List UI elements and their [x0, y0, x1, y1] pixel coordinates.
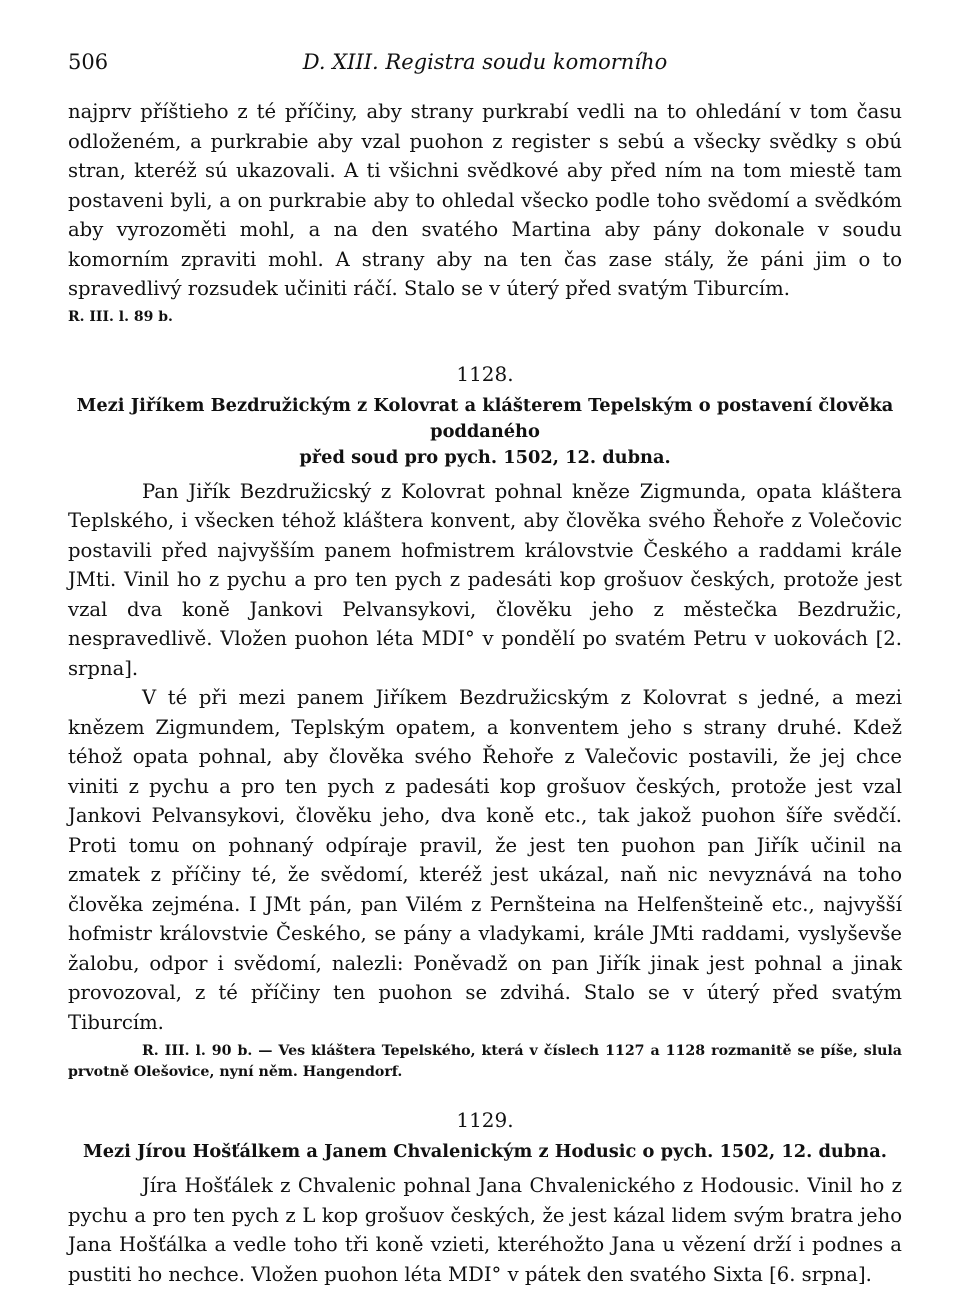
- intro-paragraph: najprv příštieho z té příčiny, aby strany purkrabí vedli na to ohledání v tom času odloženém, a purkrabie aby vzal puohon z register s sebú a všecky svědky s obú stran, kteréž sú ukazovali. A ti všichni svědkové aby před ním na tom miestě tam postaveni byli, a on purkrabie aby to ohledal všecko podle toho svědomí a svědkóm aby vyrozoměti mohl, a na den svatého Martina aby pány dokonale v soudu komorním zpraviti mohl. A strany aby na ten čas zase stály, že páni jim o to spravedlivý rozsudek učiniti ráčí. Stalo se v úterý před svatým Tiburcím.: [68, 100, 902, 300]
- page-header: [68, 50, 902, 80]
- page-number: 506: [68, 50, 109, 74]
- document-summary-1128: [68, 393, 902, 471]
- paragraph-1128-1: Pan Jiřík Bezdružicský z Kolovrat pohnal kněze Zigmunda, opata kláštera Teplského, i všecken téhož kláštera konvent, aby člověka svého Řehoře z Volečovic postavili před najvyšším panem hofmistrem královstvie Českého a raddami krále JMti. Vinil ho z pychu a pro ten pych z padesáti kop grošuov českých, protože jest vzal dva koně Jankovi Pelvansykovi, člověku jeho z městečka Bezdružic, nespravedlivě. Vložen puohon léta MDI° v pondělí po svatém Petru v uokovách [2. srpna].: [68, 479, 902, 680]
- summary-line-1: Mezi Jiříkem Bezdružickým z Kolovrat a klášterem Tepelským o postavení člověka poddaného: [76, 394, 894, 442]
- document-number-1128: 1128.: [456, 361, 514, 386]
- page-body: [68, 97, 902, 1289]
- source-note-1128: R. III. l. 90 b. — Ves kláštera Tepelského, která v číslech 1127 a 1128 rozmanitě se píše, slula prvotně Olešovice, nyní něm. Hangendorf.: [68, 1043, 902, 1080]
- paragraph-1128-2: V té při mezi panem Jiříkem Bezdružicským z Kolovrat s jedné, a mezi knězem Zigmundem, Teplským opatem, a konventem jeho s strany druhé. Kdež téhož opata pohnal, aby člověka svého Řehoře z Valečovic postavili, že jej chce viniti z pychu a pro ten pych z padesáti kop grošuov českých, protože jest vzal Jankovi Pelvansykovi, člověku jeho, dva koně etc., tak jakož puohon šíře svědčí. Proti tomu on pohnaný odpíraje pravil, že jest ten puohon pan Jiřík učinil na zmatek z příčiny té, že svědomí, kteréž jest ukázal, naň nic nevyznává na toho člověka zejména. I JMt pán, pan Vilém z Pernšteina na Helfenšteině etc., najvyšší hofmistr královstvie Českého, se pány a vladykami, krále JMti raddami, vyslyševše žalobu, odpor i svědomí, nalezli: Poněvadž on pan Jiřík jinak jest pohnal a jinak provozoval, z té příčiny ten puohon se zdvihá. Stalo se v úterý před svatým Tiburcím.: [68, 686, 902, 1034]
- document-number-1129: 1129.: [456, 1108, 514, 1132]
- summary-line-2: před soud pro pych. 1502, 12. dubna.: [299, 446, 671, 468]
- document-summary-1129: Mezi Jírou Hošťálkem a Janem Chvalenickým z Hodusic o pych. 1502, 12. dubna.: [83, 1141, 887, 1162]
- running-title: D. XIII. Registra soudu komorního: [302, 50, 668, 74]
- paragraph-1129-1: Jíra Hošťálek z Chvalenic pohnal Jana Chvalenického z Hodousic. Vinil ho z pychu a pro ten pych z L kop grošuov českých, že jest kázal lidem svým bratra jeho Jana Hošťálka a vedle toho tři koně vzieti, kteréhožto Jana u vězení drží i podnes a pustiti ho nechce. Vložen puohon léta MDI° v pátek den svatého Sixta [6. srpna].: [68, 1174, 902, 1286]
- intro-source-reference: R. III. l. 89 b.: [68, 308, 173, 325]
